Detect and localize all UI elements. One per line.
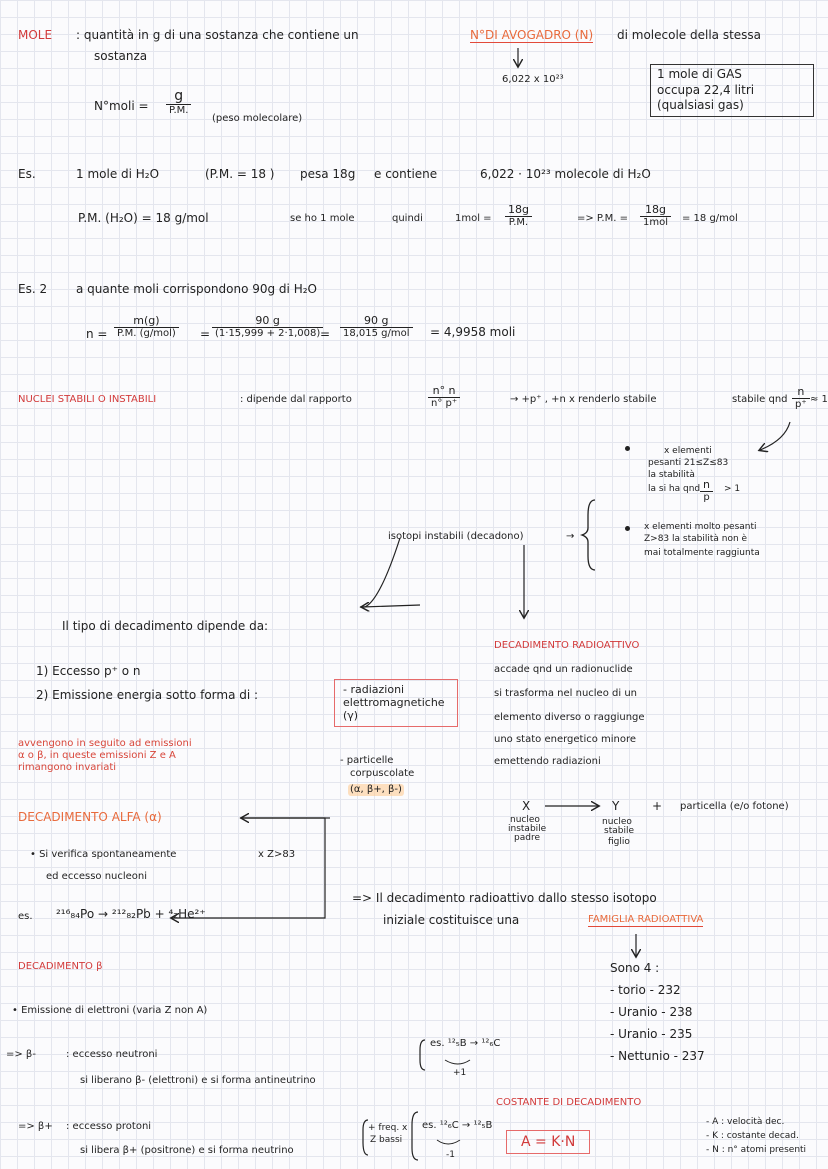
es1-fraction-2-num: 18g — [640, 203, 671, 217]
beta-minus-label: => β- — [6, 1049, 36, 1060]
nuclei-stable-approx: ≈ 1 — [810, 394, 828, 405]
beta-decay-title: DECADIMENTO β — [18, 961, 103, 972]
es1-label: Es. — [18, 167, 36, 181]
y-label-1: nucleo — [602, 817, 632, 827]
nucleus-x: X — [522, 799, 531, 813]
es1-1mol: 1mol = — [455, 213, 492, 224]
decay-legend-n: - N : n° atomi presenti — [706, 1145, 807, 1155]
isotopes-arrow: → — [566, 531, 575, 542]
bullet1-ratio — [700, 478, 713, 503]
rad-box-line-2: elettromagnetiche — [343, 696, 445, 710]
gas-box-line-2: occupa 22,4 litri — [657, 82, 755, 97]
es2-fraction-2 — [212, 314, 323, 339]
beta-plus-cause: : eccesso protoni — [66, 1121, 152, 1132]
decay-cause-1: 1) Eccesso p⁺ o n — [36, 664, 141, 678]
bullet1-ratio-den: p — [703, 492, 710, 503]
moles-formula-den: P.M. — [169, 105, 189, 116]
alpha-decay-title: DECADIMENTO ALFA (α) — [18, 810, 162, 824]
alpha-reaction: ²¹⁶₈₄Po → ²¹²₈₂Pb + ⁴₂He²⁺ — [56, 907, 206, 921]
radioactive-decay-title: DECADIMENTO RADIOATTIVO — [494, 640, 640, 651]
es2-fraction-1-den: P.M. (g/mol) — [117, 328, 176, 339]
es1-fraction-1-den: P.M. — [508, 217, 529, 228]
es1-pm-result: => P.M. = — [577, 213, 628, 224]
family-item-1: - torio - 232 — [610, 983, 681, 997]
es2-fraction-1-num: m(g) — [114, 314, 179, 328]
beta-plus-example-note: -1 — [446, 1150, 455, 1160]
es2-fraction-1 — [114, 314, 179, 339]
decay-note-line-1: avvengono in seguito ad emissioni — [18, 738, 192, 749]
nuclei-arrow-note: → +p⁺ , +n x renderlo stabile — [510, 394, 657, 405]
plus-sign: + — [652, 799, 663, 813]
alpha-bullet-2: ed eccesso nucleoni — [46, 871, 148, 882]
bullet1-line-4: la si ha qnd — [648, 484, 701, 494]
mole-avogadro: N°DI AVOGADRO (N) — [470, 28, 594, 42]
beta-plus-label: => β+ — [18, 1121, 53, 1132]
beta-minus-cause: : eccesso neutroni — [66, 1049, 158, 1060]
nuclei-stable: stabile qnd — [732, 394, 788, 405]
bullet2-line-2: Z>83 la stabilità non è — [644, 534, 748, 544]
beta-minus-example: es. ¹²₅B → ¹²₆C — [430, 1038, 501, 1049]
x-label-2: instabile — [508, 824, 547, 834]
decay-legend-a: - A : velocità dec. — [706, 1117, 785, 1127]
y-label-2: stabile — [604, 826, 634, 836]
em-radiation-box — [334, 679, 458, 727]
radioactive-line-4: uno stato energetico minore — [494, 734, 637, 745]
bullet1-ratio-num: n — [700, 478, 713, 492]
particles-line-2: corpuscolate — [350, 768, 415, 779]
nuclei-title: NUCLEI STABILI O INSTABILI — [18, 394, 157, 405]
family-item-2: - Uranio - 238 — [610, 1005, 693, 1019]
es1-fraction-2-den: 1mol — [643, 217, 668, 228]
family-item-4: - Nettunio - 237 — [610, 1049, 705, 1063]
es2-fraction-3 — [340, 314, 413, 339]
mole-definition-c: sostanza — [94, 49, 148, 63]
es2-n-eq: n = — [86, 327, 108, 341]
es2-fraction-2-num: 90 g — [212, 314, 323, 328]
nuclei-stable-den: p⁺ — [795, 399, 807, 410]
bullet2-line-1: x elementi molto pesanti — [644, 522, 757, 532]
family-line-b: iniziale costituisce una — [383, 913, 520, 927]
radioactive-line-1: accade qnd un radionuclide — [494, 664, 633, 675]
beta-plus-desc: si libera β+ (positrone) e si forma neutrino — [80, 1145, 294, 1156]
radioactive-line-3: elemento diverso o raggiunge — [494, 712, 645, 723]
es1-weight: pesa 18g — [300, 167, 356, 181]
nuclei-stable-ratio — [792, 385, 810, 410]
y-label-3: figlio — [608, 837, 630, 847]
bullet1-line-3: la stabilità — [648, 470, 695, 480]
es1-fraction-2 — [640, 203, 671, 228]
moles-formula-num: g — [166, 88, 191, 105]
decay-note-line-3: rimangono invariati — [18, 762, 117, 773]
bullet1-line-2: pesanti 21≤Z≤83 — [648, 458, 729, 468]
gas-volume-box — [650, 64, 814, 117]
es2-eq-2: = — [320, 327, 331, 341]
nucleus-y: Y — [612, 799, 620, 813]
nuclei-ratio — [428, 384, 460, 409]
mole-definition-a: : quantità in g di una sostanza che contiene un — [76, 28, 359, 42]
es1-molecules: 6,022 · 10²³ molecole di H₂O — [480, 167, 651, 181]
es1-fraction-1 — [505, 203, 532, 228]
bullet-dot — [625, 526, 630, 531]
bullet1-line-1: x elementi — [664, 446, 712, 456]
decay-legend-k: - K : costante decad. — [706, 1131, 799, 1141]
es1-mole-water: 1 mole di H₂O — [76, 167, 160, 181]
es1-pm-water: P.M. (H₂O) = 18 g/mol — [78, 211, 209, 225]
radioactive-line-5: emettendo radiazioni — [494, 756, 601, 767]
mole-definition-b: di molecole della stessa — [617, 28, 762, 42]
particles-list: (α, β+, β-) — [350, 784, 402, 795]
es2-question: a quante moli corrispondono 90g di H₂O — [76, 282, 317, 296]
decay-note-line-2: α o β, in queste emissioni Z e A — [18, 750, 176, 761]
decay-constant-formula: A = K·N — [506, 1130, 590, 1154]
x-label-1: nucleo — [510, 815, 540, 825]
mole-term: MOLE — [18, 28, 53, 42]
alpha-condition: x Z>83 — [258, 849, 296, 860]
nuclei-desc: : dipende dal rapporto — [240, 394, 352, 405]
gas-box-line-3: (qualsiasi gas) — [657, 98, 744, 113]
unstable-isotopes: isotopi instabili (decadono) — [388, 531, 524, 542]
moles-formula-note: (peso molecolare) — [212, 113, 303, 124]
es1-final: = 18 g/mol — [682, 213, 738, 224]
x-label-3: padre — [514, 833, 540, 843]
rad-box-line-1: - radiazioni — [343, 683, 405, 696]
beta-plus-freq: + freq. x — [368, 1123, 408, 1133]
beta-bullet: • Emissione di elettroni (varia Z non A) — [12, 1005, 208, 1016]
family-count: Sono 4 : — [610, 961, 660, 975]
rad-box-line-3: (γ) — [343, 709, 359, 723]
beta-minus-desc: si liberano β- (elettroni) e si forma antineutrino — [80, 1075, 316, 1086]
es2-eq-1: = — [200, 327, 211, 341]
nuclei-stable-num: n — [792, 385, 810, 399]
decay-type-heading: Il tipo di decadimento dipende da: — [62, 619, 269, 633]
bullet-dot — [625, 446, 630, 451]
nuclei-ratio-num: n° n — [428, 384, 460, 398]
avogadro-value: 6,022 x 10²³ — [502, 74, 564, 85]
family-line-a: => Il decadimento radioattivo dallo stesso isotopo — [352, 891, 657, 905]
alpha-es: es. — [18, 911, 33, 922]
bullet1-tail: > 1 — [724, 484, 741, 494]
es1-contains: e contiene — [374, 167, 438, 181]
particles-line-1: - particelle — [340, 755, 394, 766]
radioactive-line-2: si trasforma nel nucleo di un — [494, 688, 637, 699]
es1-pm: (P.M. = 18 ) — [205, 167, 275, 181]
es2-fraction-3-den: 18,015 g/mol — [343, 328, 410, 339]
es1-one-mole: se ho 1 mole — [290, 213, 355, 224]
gas-box-line-1: 1 mole di GAS — [657, 67, 742, 81]
es2-fraction-2-den: (1·15,999 + 2·1,008) — [215, 328, 321, 339]
family-term: FAMIGLIA RADIOATTIVA — [588, 914, 704, 925]
beta-minus-example-note: +1 — [453, 1068, 467, 1078]
moles-formula-left: N°moli = — [94, 99, 149, 113]
decay-constant-title: COSTANTE DI DECADIMENTO — [496, 1097, 642, 1108]
beta-plus-example: es. ¹²₆C → ¹²₅B — [422, 1120, 493, 1131]
es1-quindi: quindi — [392, 213, 423, 224]
nuclei-ratio-den: n° p⁺ — [431, 398, 458, 409]
family-item-3: - Uranio - 235 — [610, 1027, 693, 1041]
emitted-particle: particella (e/o fotone) — [680, 801, 789, 812]
decay-cause-2: 2) Emissione energia sotto forma di : — [36, 688, 259, 702]
beta-plus-low-z: Z bassi — [370, 1135, 403, 1145]
es2-label: Es. 2 — [18, 282, 48, 296]
bullet2-line-3: mai totalmente raggiunta — [644, 548, 760, 558]
es2-fraction-3-num: 90 g — [340, 314, 413, 328]
moles-formula-fraction — [166, 88, 191, 116]
alpha-bullet-1: • Si verifica spontaneamente — [30, 849, 177, 860]
es1-fraction-1-num: 18g — [505, 203, 532, 217]
es2-result: = 4,9958 moli — [430, 325, 516, 339]
